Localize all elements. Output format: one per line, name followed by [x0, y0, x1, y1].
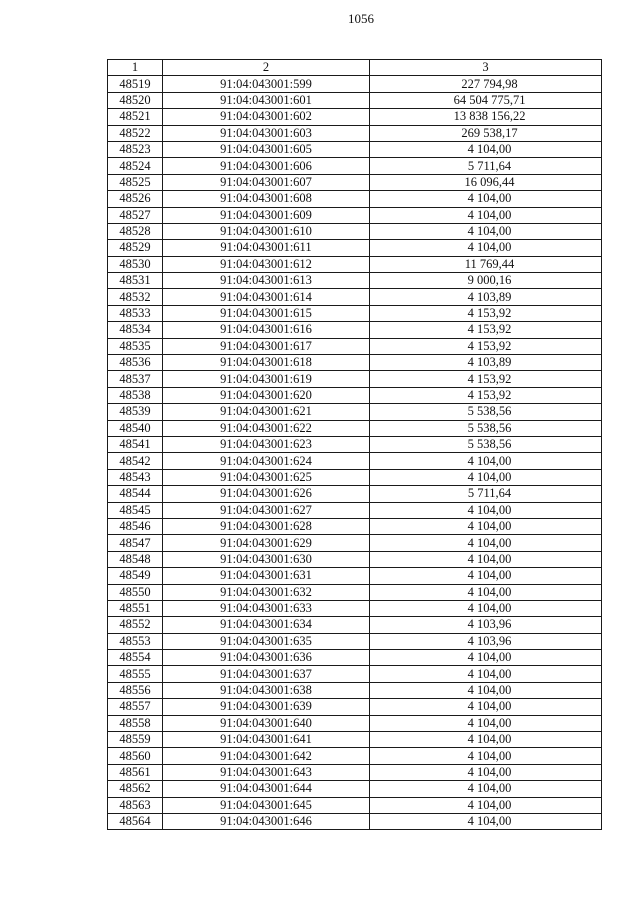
row-number-cell: 48523 [108, 141, 163, 157]
table-row [108, 568, 602, 584]
cadastral-number-cell: 91:04:043001:607 [163, 174, 370, 190]
cadastral-number-cell: 91:04:043001:630 [163, 551, 370, 567]
row-number-cell: 48563 [108, 797, 163, 813]
cadastral-number-cell: 91:04:043001:637 [163, 666, 370, 682]
table-row [108, 813, 602, 829]
table-row [108, 682, 602, 698]
value-cell: 4 104,00 [370, 666, 602, 682]
row-number-cell: 48554 [108, 650, 163, 666]
table-row [108, 141, 602, 157]
row-number-cell: 48555 [108, 666, 163, 682]
cadastral-number-cell: 91:04:043001:643 [163, 764, 370, 780]
value-cell: 4 104,00 [370, 682, 602, 698]
cadastral-number-cell: 91:04:043001:633 [163, 600, 370, 616]
value-cell: 4 153,92 [370, 371, 602, 387]
table-row [108, 305, 602, 321]
value-cell: 4 104,00 [370, 650, 602, 666]
value-cell: 4 153,92 [370, 322, 602, 338]
table-row [108, 502, 602, 518]
table-row [108, 666, 602, 682]
value-cell: 5 711,64 [370, 158, 602, 174]
cadastral-number-cell: 91:04:043001:603 [163, 125, 370, 141]
value-cell: 4 104,00 [370, 584, 602, 600]
row-number-cell: 48534 [108, 322, 163, 338]
table-row [108, 109, 602, 125]
row-number-cell: 48537 [108, 371, 163, 387]
cadastral-number-cell: 91:04:043001:631 [163, 568, 370, 584]
cadastral-number-cell: 91:04:043001:620 [163, 387, 370, 403]
value-cell: 5 538,56 [370, 404, 602, 420]
table-row [108, 600, 602, 616]
table-row [108, 781, 602, 797]
table-body [108, 76, 602, 830]
row-number-cell: 48538 [108, 387, 163, 403]
row-number-cell: 48559 [108, 732, 163, 748]
cadastral-number-cell: 91:04:043001:645 [163, 797, 370, 813]
row-number-cell: 48546 [108, 518, 163, 534]
cadastral-number-cell: 91:04:043001:623 [163, 436, 370, 452]
row-number-cell: 48543 [108, 469, 163, 485]
row-number-cell: 48553 [108, 633, 163, 649]
column-header-3: 3 [370, 60, 602, 76]
cadastral-number-cell: 91:04:043001:626 [163, 486, 370, 502]
cadastral-number-cell: 91:04:043001:624 [163, 453, 370, 469]
cadastral-number-cell: 91:04:043001:622 [163, 420, 370, 436]
row-number-cell: 48562 [108, 781, 163, 797]
value-cell: 4 104,00 [370, 813, 602, 829]
table-row [108, 223, 602, 239]
row-number-cell: 48526 [108, 191, 163, 207]
cadastral-number-cell: 91:04:043001:616 [163, 322, 370, 338]
row-number-cell: 48545 [108, 502, 163, 518]
row-number-cell: 48558 [108, 715, 163, 731]
value-cell: 4 104,00 [370, 191, 602, 207]
value-cell: 16 096,44 [370, 174, 602, 190]
table-row [108, 158, 602, 174]
value-cell: 4 104,00 [370, 715, 602, 731]
value-cell: 4 104,00 [370, 797, 602, 813]
value-cell: 4 103,89 [370, 289, 602, 305]
table-row [108, 322, 602, 338]
row-number-cell: 48522 [108, 125, 163, 141]
cadastral-number-cell: 91:04:043001:636 [163, 650, 370, 666]
column-header-2: 2 [163, 60, 370, 76]
value-cell: 4 103,96 [370, 617, 602, 633]
value-cell: 13 838 156,22 [370, 109, 602, 125]
page-number: 1056 [348, 11, 374, 26]
table-row [108, 338, 602, 354]
value-cell: 4 104,00 [370, 207, 602, 223]
row-number-cell: 48539 [108, 404, 163, 420]
value-cell: 11 769,44 [370, 256, 602, 272]
value-cell: 4 104,00 [370, 551, 602, 567]
value-cell: 5 538,56 [370, 436, 602, 452]
table-row [108, 633, 602, 649]
table-row [108, 469, 602, 485]
row-number-cell: 48557 [108, 699, 163, 715]
value-cell: 4 104,00 [370, 781, 602, 797]
cadastral-number-cell: 91:04:043001:628 [163, 518, 370, 534]
cadastral-number-cell: 91:04:043001:641 [163, 732, 370, 748]
cadastral-number-cell: 91:04:043001:638 [163, 682, 370, 698]
value-cell: 4 104,00 [370, 223, 602, 239]
row-number-cell: 48531 [108, 273, 163, 289]
table-row [108, 387, 602, 403]
row-number-cell: 48532 [108, 289, 163, 305]
value-cell: 4 153,92 [370, 305, 602, 321]
cadastral-number-cell: 91:04:043001:627 [163, 502, 370, 518]
row-number-cell: 48521 [108, 109, 163, 125]
table-row [108, 240, 602, 256]
table-row [108, 715, 602, 731]
table-row [108, 174, 602, 190]
row-number-cell: 48530 [108, 256, 163, 272]
cadastral-number-cell: 91:04:043001:605 [163, 141, 370, 157]
value-cell: 4 104,00 [370, 518, 602, 534]
row-number-cell: 48540 [108, 420, 163, 436]
row-number-cell: 48549 [108, 568, 163, 584]
cadastral-number-cell: 91:04:043001:609 [163, 207, 370, 223]
cadastral-number-cell: 91:04:043001:629 [163, 535, 370, 551]
cadastral-number-cell: 91:04:043001:613 [163, 273, 370, 289]
row-number-cell: 48542 [108, 453, 163, 469]
value-cell: 4 153,92 [370, 387, 602, 403]
value-cell: 4 104,00 [370, 453, 602, 469]
row-number-cell: 48535 [108, 338, 163, 354]
table-row [108, 289, 602, 305]
cadastral-number-cell: 91:04:043001:639 [163, 699, 370, 715]
cadastral-number-cell: 91:04:043001:614 [163, 289, 370, 305]
value-cell: 5 538,56 [370, 420, 602, 436]
row-number-cell: 48520 [108, 92, 163, 108]
row-number-cell: 48556 [108, 682, 163, 698]
value-cell: 4 104,00 [370, 600, 602, 616]
row-number-cell: 48536 [108, 355, 163, 371]
value-cell: 4 153,92 [370, 338, 602, 354]
row-number-cell: 48550 [108, 584, 163, 600]
table-row [108, 404, 602, 420]
cadastral-number-cell: 91:04:043001:615 [163, 305, 370, 321]
cadastral-number-cell: 91:04:043001:632 [163, 584, 370, 600]
row-number-cell: 48524 [108, 158, 163, 174]
cadastral-number-cell: 91:04:043001:635 [163, 633, 370, 649]
table-row [108, 732, 602, 748]
row-number-cell: 48560 [108, 748, 163, 764]
table-row [108, 617, 602, 633]
table-row [108, 518, 602, 534]
cadastral-number-cell: 91:04:043001:608 [163, 191, 370, 207]
table-row [108, 797, 602, 813]
value-cell: 4 104,00 [370, 141, 602, 157]
cadastral-number-cell: 91:04:043001:644 [163, 781, 370, 797]
table-row [108, 535, 602, 551]
value-cell: 4 104,00 [370, 732, 602, 748]
row-number-cell: 48519 [108, 76, 163, 92]
table-row [108, 453, 602, 469]
table-row [108, 371, 602, 387]
cadastral-number-cell: 91:04:043001:618 [163, 355, 370, 371]
row-number-cell: 48533 [108, 305, 163, 321]
table-row [108, 748, 602, 764]
table-row [108, 125, 602, 141]
table-row [108, 436, 602, 452]
cadastral-number-cell: 91:04:043001:617 [163, 338, 370, 354]
cadastral-number-cell: 91:04:043001:606 [163, 158, 370, 174]
row-number-cell: 48551 [108, 600, 163, 616]
table-row [108, 584, 602, 600]
cadastral-number-cell: 91:04:043001:634 [163, 617, 370, 633]
table-row [108, 207, 602, 223]
table-row [108, 764, 602, 780]
table-row [108, 256, 602, 272]
table-row [108, 486, 602, 502]
row-number-cell: 48561 [108, 764, 163, 780]
row-number-cell: 48528 [108, 223, 163, 239]
row-number-cell: 48552 [108, 617, 163, 633]
cadastral-number-cell: 91:04:043001:619 [163, 371, 370, 387]
row-number-cell: 48529 [108, 240, 163, 256]
cadastral-number-cell: 91:04:043001:599 [163, 76, 370, 92]
column-header-1: 1 [108, 60, 163, 76]
value-cell: 9 000,16 [370, 273, 602, 289]
table-row [108, 92, 602, 108]
value-cell: 4 104,00 [370, 469, 602, 485]
value-cell: 269 538,17 [370, 125, 602, 141]
value-cell: 4 104,00 [370, 699, 602, 715]
value-cell: 4 104,00 [370, 240, 602, 256]
value-cell: 4 104,00 [370, 502, 602, 518]
cadastral-number-cell: 91:04:043001:601 [163, 92, 370, 108]
cadastral-number-cell: 91:04:043001:640 [163, 715, 370, 731]
row-number-cell: 48564 [108, 813, 163, 829]
value-cell: 4 104,00 [370, 535, 602, 551]
value-cell: 4 103,89 [370, 355, 602, 371]
row-number-cell: 48544 [108, 486, 163, 502]
table-row [108, 699, 602, 715]
cadastral-number-cell: 91:04:043001:642 [163, 748, 370, 764]
cadastral-number-cell: 91:04:043001:602 [163, 109, 370, 125]
value-cell: 4 103,96 [370, 633, 602, 649]
cadastral-number-cell: 91:04:043001:610 [163, 223, 370, 239]
row-number-cell: 48541 [108, 436, 163, 452]
table-row [108, 76, 602, 92]
row-number-cell: 48527 [108, 207, 163, 223]
value-cell: 227 794,98 [370, 76, 602, 92]
table-header-row [108, 60, 602, 76]
value-cell: 5 711,64 [370, 486, 602, 502]
row-number-cell: 48547 [108, 535, 163, 551]
row-number-cell: 48548 [108, 551, 163, 567]
data-table [107, 59, 602, 830]
cadastral-number-cell: 91:04:043001:621 [163, 404, 370, 420]
table-row [108, 191, 602, 207]
cadastral-number-cell: 91:04:043001:646 [163, 813, 370, 829]
cadastral-number-cell: 91:04:043001:612 [163, 256, 370, 272]
table-row [108, 650, 602, 666]
table-row [108, 273, 602, 289]
table-row [108, 420, 602, 436]
cadastral-number-cell: 91:04:043001:611 [163, 240, 370, 256]
table-row [108, 551, 602, 567]
table-row [108, 355, 602, 371]
value-cell: 4 104,00 [370, 764, 602, 780]
row-number-cell: 48525 [108, 174, 163, 190]
value-cell: 64 504 775,71 [370, 92, 602, 108]
value-cell: 4 104,00 [370, 748, 602, 764]
cadastral-number-cell: 91:04:043001:625 [163, 469, 370, 485]
value-cell: 4 104,00 [370, 568, 602, 584]
